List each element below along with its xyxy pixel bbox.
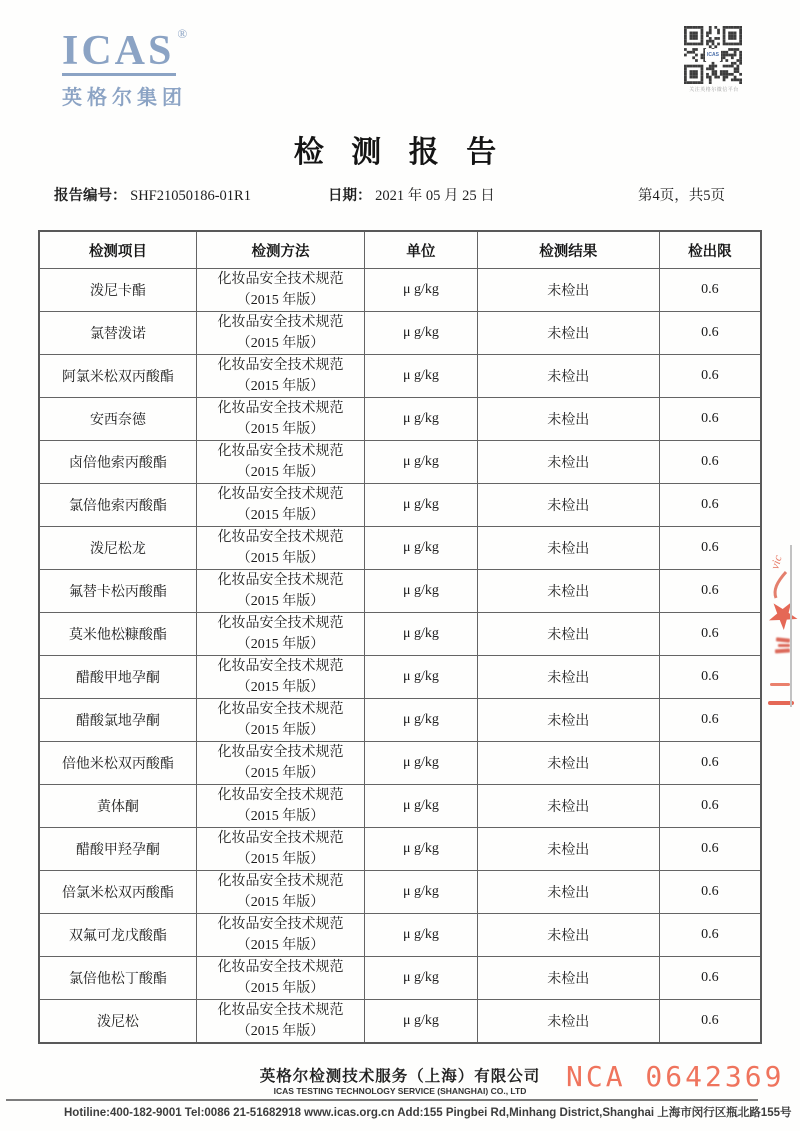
table-row [39, 957, 761, 1000]
cell-item: 氯倍他松丁酸酯 [39, 957, 196, 1000]
method-line2: （2015 年版） [236, 551, 325, 566]
svg-text:vic: vic [767, 553, 785, 571]
cell-method [196, 570, 364, 613]
header-unit: 单位 [365, 231, 478, 269]
cell-unit: μ g/kg [365, 871, 478, 914]
cell-limit: 0.6 [659, 699, 761, 742]
cell-limit: 0.6 [659, 785, 761, 828]
cell-limit: 0.6 [659, 398, 761, 441]
header-item: 检测项目 [39, 231, 196, 269]
qr-code-block [684, 26, 744, 93]
table-header-row [39, 231, 761, 269]
icas-logo [62, 26, 188, 110]
cell-result: 未检出 [477, 527, 659, 570]
footer-contact-line: Hotiline:400-182-9001 Tel:0086 21-51682918 www.icas.org.cn Add:155 Pingbei Rd,Minhang District,Shanghai 上海市闵行区瓶北路155号 [64, 1107, 792, 1119]
cell-item: 卤倍他索丙酸酯 [39, 441, 196, 484]
method-line2: （2015 年版） [236, 422, 325, 437]
table-row [39, 570, 761, 613]
cell-unit: μ g/kg [365, 484, 478, 527]
method-line2: （2015 年版） [236, 680, 325, 695]
cell-item: 氟替卡松丙酸酯 [39, 570, 196, 613]
method-line2: （2015 年版） [236, 981, 325, 996]
cell-result: 未检出 [477, 441, 659, 484]
registered-mark-icon: ® [177, 26, 188, 41]
method-line1: 化妆品安全技术规范 [217, 917, 344, 932]
cell-unit: μ g/kg [365, 570, 478, 613]
method-line1: 化妆品安全技术规范 [217, 702, 344, 717]
cell-method [196, 871, 364, 914]
cell-method [196, 699, 364, 742]
table-row [39, 1000, 761, 1044]
cell-result: 未检出 [477, 355, 659, 398]
cell-method [196, 398, 364, 441]
cell-result: 未检出 [477, 871, 659, 914]
cell-result: 未检出 [477, 1000, 659, 1044]
cell-result: 未检出 [477, 785, 659, 828]
method-line2: （2015 年版） [236, 809, 325, 824]
table-row [39, 871, 761, 914]
table-row [39, 742, 761, 785]
header-result: 检测结果 [477, 231, 659, 269]
method-line2: （2015 年版） [236, 766, 325, 781]
cell-result: 未检出 [477, 613, 659, 656]
table-row [39, 828, 761, 871]
cell-result: 未检出 [477, 656, 659, 699]
cell-method [196, 828, 364, 871]
cell-item: 醋酸甲地孕酮 [39, 656, 196, 699]
cell-unit: μ g/kg [365, 785, 478, 828]
method-line1: 化妆品安全技术规范 [217, 272, 344, 287]
logo-subtitle: 英格尔集团 [62, 87, 187, 109]
logo-brand-text: ICAS [62, 28, 175, 74]
method-line1: 化妆品安全技术规范 [217, 960, 344, 975]
table-row [39, 699, 761, 742]
qr-caption: 关注英格尔微信平台 [689, 87, 739, 93]
cell-result: 未检出 [477, 957, 659, 1000]
cell-limit: 0.6 [659, 742, 761, 785]
method-line1: 化妆品安全技术规范 [217, 487, 344, 502]
cell-limit: 0.6 [659, 484, 761, 527]
footer-company-en: ICAS TESTING TECHNOLOGY SERVICE (SHANGHAI) CO., LTD [273, 1086, 527, 1096]
table-row [39, 656, 761, 699]
table-row [39, 441, 761, 484]
cell-item: 氯替泼诺 [39, 312, 196, 355]
cell-method [196, 484, 364, 527]
table-row [39, 527, 761, 570]
method-line1: 化妆品安全技术规范 [217, 1003, 344, 1018]
cell-item: 氯倍他索丙酸酯 [39, 484, 196, 527]
cell-result: 未检出 [477, 742, 659, 785]
cell-limit: 0.6 [659, 570, 761, 613]
method-line2: （2015 年版） [236, 637, 325, 652]
report-date-value: 2021 年 05 月 25 日 [375, 188, 495, 204]
header-method: 检测方法 [196, 231, 364, 269]
method-line1: 化妆品安全技术规范 [217, 616, 344, 631]
cell-item: 泼尼卡酯 [39, 269, 196, 312]
method-line1: 化妆品安全技术规范 [217, 315, 344, 330]
scan-edge-artifact [790, 545, 792, 707]
cell-unit: μ g/kg [365, 742, 478, 785]
cell-result: 未检出 [477, 269, 659, 312]
cell-unit: μ g/kg [365, 613, 478, 656]
method-line2: （2015 年版） [236, 594, 325, 609]
table-row [39, 914, 761, 957]
cell-method [196, 527, 364, 570]
cell-result: 未检出 [477, 570, 659, 613]
cell-method [196, 656, 364, 699]
cell-item: 泼尼松龙 [39, 527, 196, 570]
cell-method [196, 355, 364, 398]
cell-item: 阿氯米松双丙酸酯 [39, 355, 196, 398]
report-number-value: SHF21050186-01R1 [130, 188, 251, 204]
method-line1: 化妆品安全技术规范 [217, 788, 344, 803]
cell-result: 未检出 [477, 484, 659, 527]
method-line1: 化妆品安全技术规范 [217, 444, 344, 459]
method-line2: （2015 年版） [236, 938, 325, 953]
cell-result: 未检出 [477, 398, 659, 441]
cell-limit: 0.6 [659, 1000, 761, 1044]
report-date-label: 日期： [328, 188, 372, 204]
cell-limit: 0.6 [659, 957, 761, 1000]
page-indicator: 第4页，共5页 [638, 188, 725, 204]
method-line2: （2015 年版） [236, 293, 325, 308]
table-row [39, 312, 761, 355]
cell-unit: μ g/kg [365, 957, 478, 1000]
method-line2: （2015 年版） [236, 852, 325, 867]
cell-method [196, 269, 364, 312]
cell-limit: 0.6 [659, 828, 761, 871]
method-line1: 化妆品安全技术规范 [217, 358, 344, 373]
cell-unit: μ g/kg [365, 1000, 478, 1044]
header-limit: 检出限 [659, 231, 761, 269]
cell-method [196, 785, 364, 828]
cell-method [196, 1000, 364, 1044]
cell-limit: 0.6 [659, 269, 761, 312]
cell-limit: 0.6 [659, 656, 761, 699]
cell-item: 黄体酮 [39, 785, 196, 828]
table-row [39, 484, 761, 527]
report-number [54, 184, 251, 205]
cell-item: 莫米他松糠酸酯 [39, 613, 196, 656]
cell-item: 安西奈德 [39, 398, 196, 441]
cell-method [196, 613, 364, 656]
cell-method [196, 742, 364, 785]
table-row [39, 355, 761, 398]
cell-item: 倍他米松双丙酸酯 [39, 742, 196, 785]
cell-unit: μ g/kg [365, 269, 478, 312]
cell-unit: μ g/kg [365, 527, 478, 570]
report-date [328, 184, 495, 205]
cell-item: 倍氯米松双丙酸酯 [39, 871, 196, 914]
cell-method [196, 441, 364, 484]
cell-item: 双氟可龙戊酸酯 [39, 914, 196, 957]
method-line1: 化妆品安全技术规范 [217, 659, 344, 674]
cell-limit: 0.6 [659, 441, 761, 484]
cell-result: 未检出 [477, 699, 659, 742]
method-line1: 化妆品安全技术规范 [217, 573, 344, 588]
cell-unit: μ g/kg [365, 312, 478, 355]
cell-unit: μ g/kg [365, 656, 478, 699]
table-row [39, 613, 761, 656]
cell-unit: μ g/kg [365, 355, 478, 398]
cell-limit: 0.6 [659, 613, 761, 656]
qr-center-logo: ICAS [705, 49, 721, 61]
cell-method [196, 957, 364, 1000]
method-line2: （2015 年版） [236, 465, 325, 480]
cell-item: 泼尼松 [39, 1000, 196, 1044]
cell-result: 未检出 [477, 312, 659, 355]
cell-result: 未检出 [477, 914, 659, 957]
qr-code-icon [684, 26, 742, 84]
cell-limit: 0.6 [659, 914, 761, 957]
method-line2: （2015 年版） [236, 336, 325, 351]
method-line2: （2015 年版） [236, 895, 325, 910]
cell-result: 未检出 [477, 828, 659, 871]
method-line1: 化妆品安全技术规范 [217, 745, 344, 760]
cell-limit: 0.6 [659, 527, 761, 570]
method-line2: （2015 年版） [236, 1024, 325, 1039]
table-body [39, 269, 761, 1044]
cell-unit: μ g/kg [365, 699, 478, 742]
page-title: 检 测 报 告 [293, 136, 507, 169]
cell-unit: μ g/kg [365, 441, 478, 484]
table-row [39, 398, 761, 441]
cell-item: 醋酸氯地孕酮 [39, 699, 196, 742]
cell-method [196, 914, 364, 957]
partial-red-seal-icon [752, 540, 800, 720]
cell-unit: μ g/kg [365, 914, 478, 957]
method-line2: （2015 年版） [236, 379, 325, 394]
method-line1: 化妆品安全技术规范 [217, 530, 344, 545]
cell-limit: 0.6 [659, 871, 761, 914]
report-number-label: 报告编号： [54, 188, 127, 204]
cell-unit: μ g/kg [365, 398, 478, 441]
cell-unit: μ g/kg [365, 828, 478, 871]
method-line2: （2015 年版） [236, 508, 325, 523]
table-row [39, 269, 761, 312]
method-line1: 化妆品安全技术规范 [217, 831, 344, 846]
method-line1: 化妆品安全技术规范 [217, 401, 344, 416]
cell-item: 醋酸甲羟孕酮 [39, 828, 196, 871]
cell-limit: 0.6 [659, 355, 761, 398]
footer-divider [6, 1099, 758, 1101]
nca-certificate-stamp: NCA 0642369 [566, 1060, 785, 1093]
footer-company-cn: 英格尔检测技术服务（上海）有限公司 [259, 1068, 541, 1085]
cell-method [196, 312, 364, 355]
method-line1: 化妆品安全技术规范 [217, 874, 344, 889]
method-line2: （2015 年版） [236, 723, 325, 738]
results-table [38, 230, 762, 1044]
table-row [39, 785, 761, 828]
cell-limit: 0.6 [659, 312, 761, 355]
